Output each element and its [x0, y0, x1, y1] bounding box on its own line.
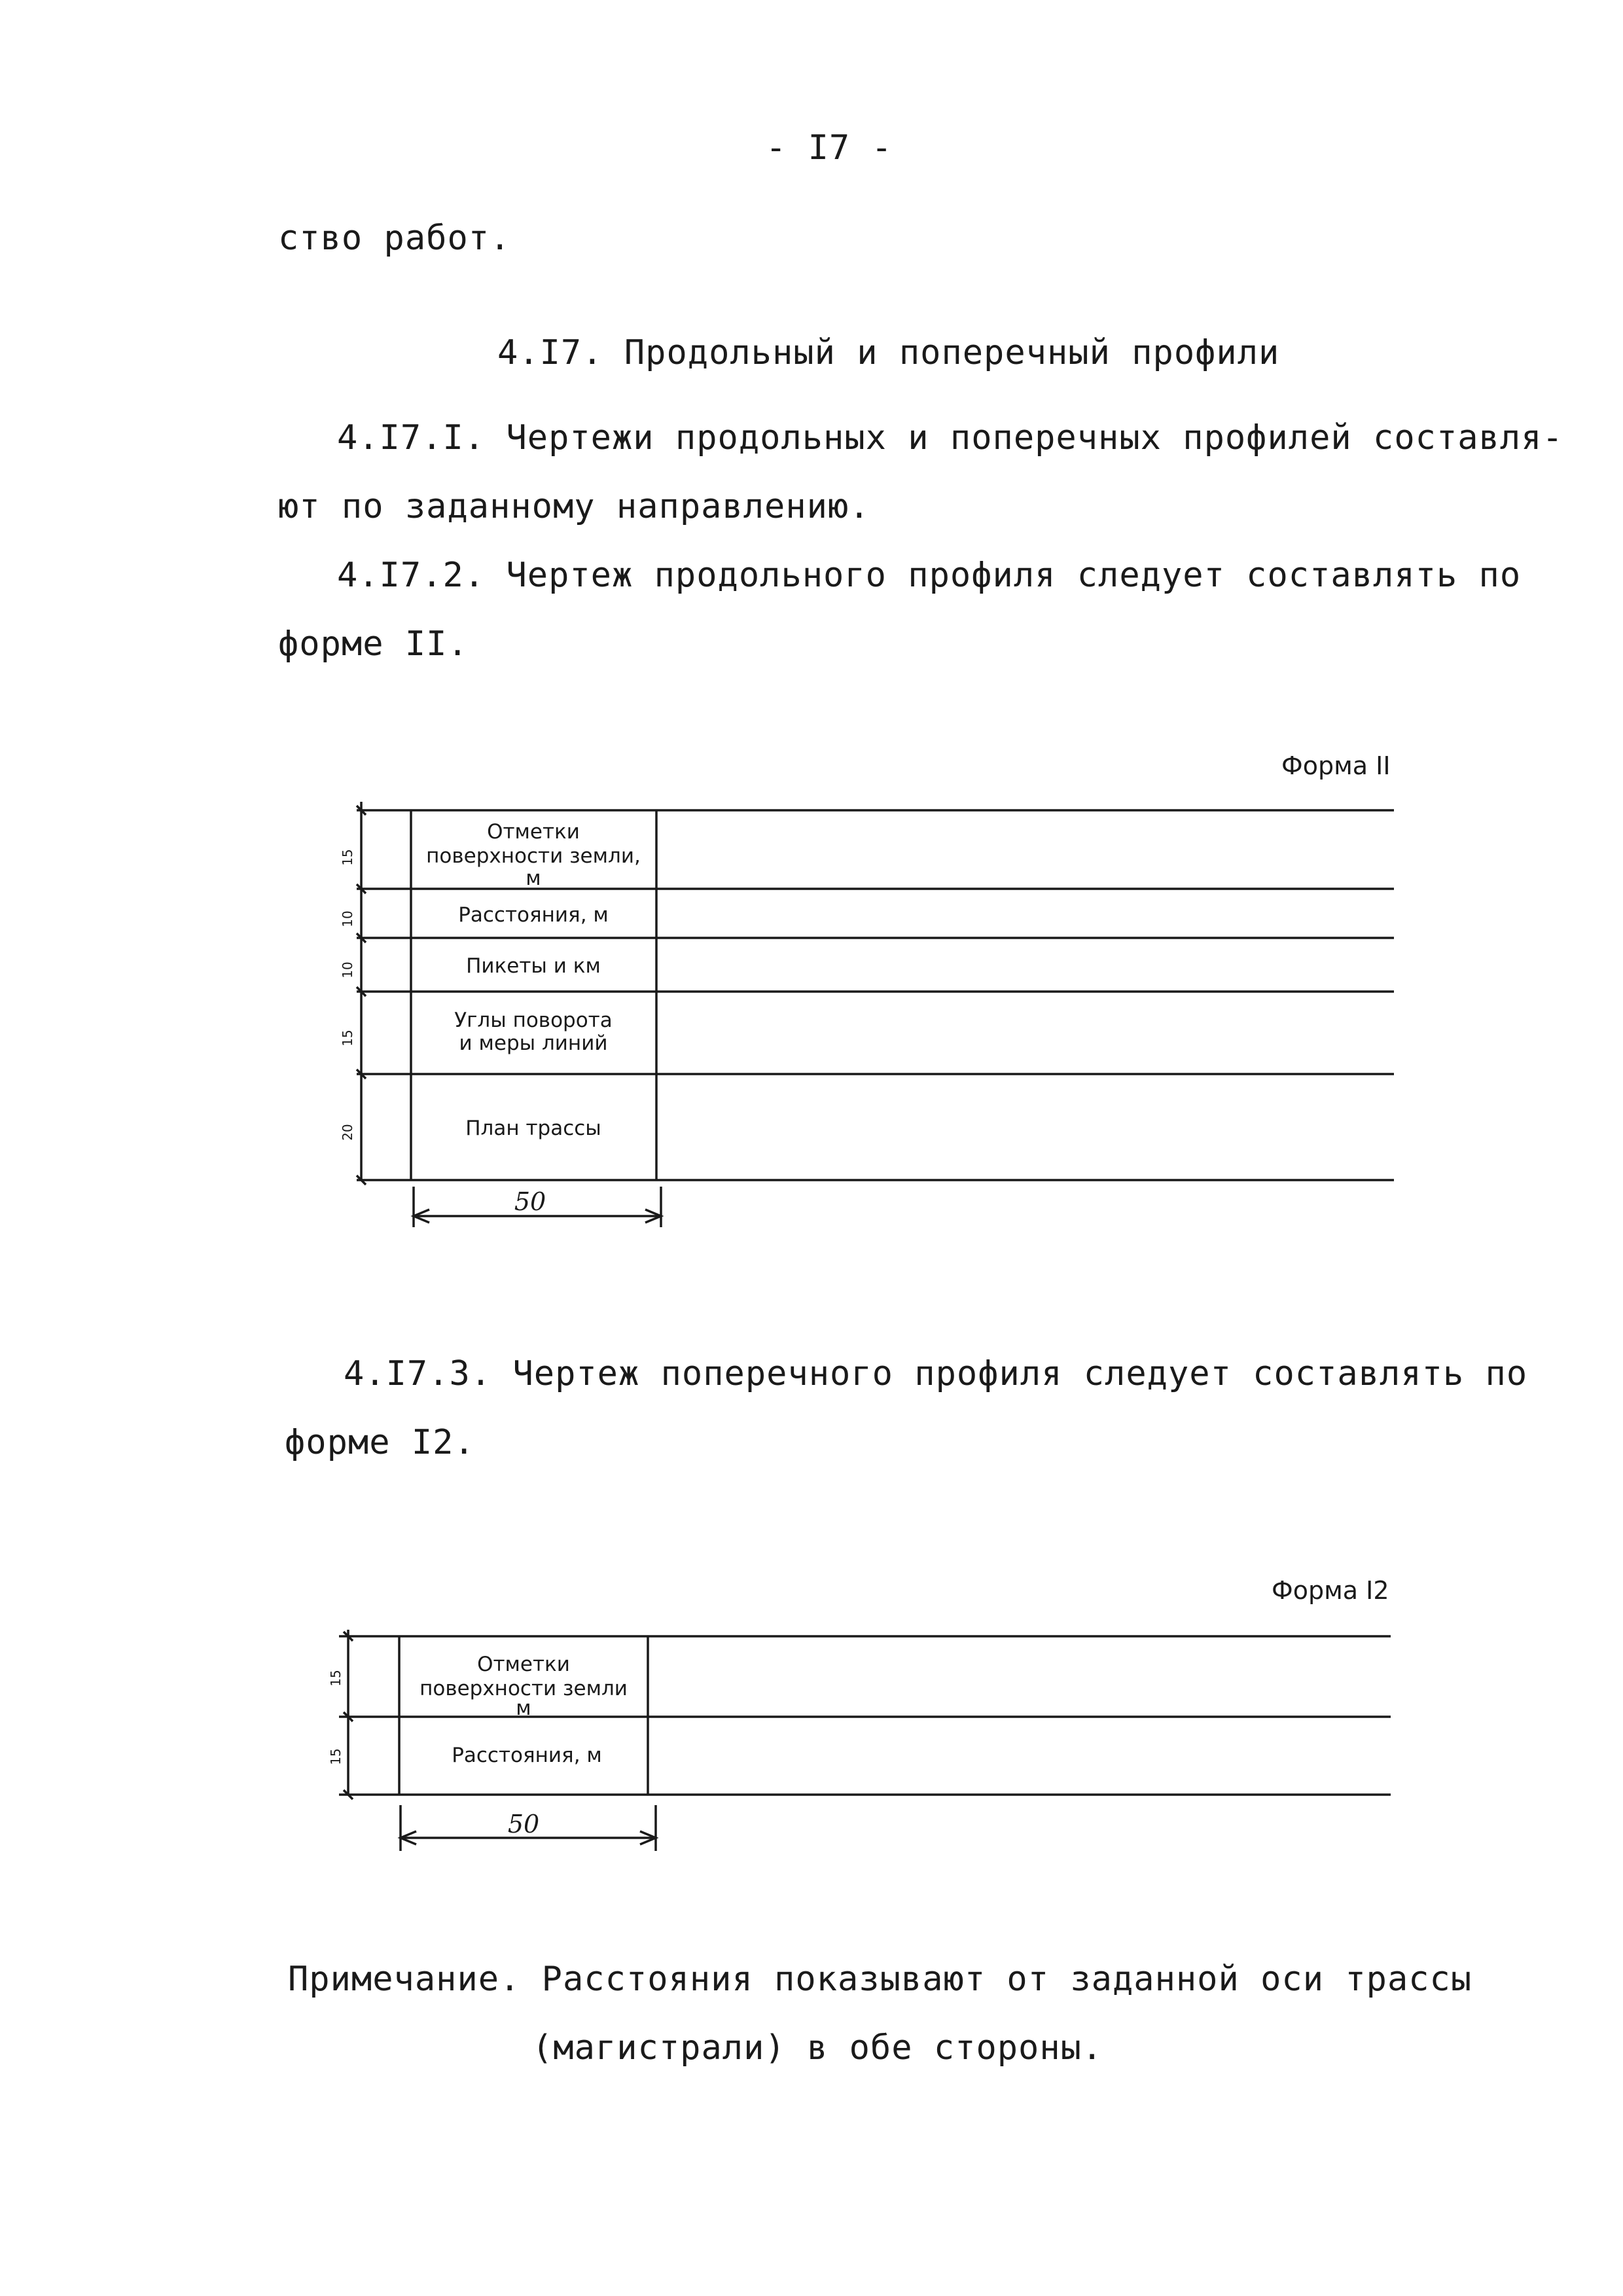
form-11-header-text: Углы поворота [454, 1009, 613, 1032]
form-11-row-height: 10 [340, 910, 355, 927]
form-12-header-text: поверхности земли [419, 1677, 628, 1700]
paragraph-4-17-2-line-2: форме II. [278, 624, 469, 664]
form-11-header-text: поверхности земли, [426, 844, 641, 868]
form-11-header-text: м [526, 867, 541, 890]
paragraph-4-17-1-line-2: ют по заданному направлению. [278, 487, 870, 526]
form-12-header-text: Отметки [477, 1653, 570, 1676]
form-11-row-height: 15 [340, 849, 355, 866]
form-11-header-text: Пикеты и км [466, 954, 601, 978]
paragraph-4-17-2-line-1: 4.I7.2. Чертеж продольного профиля следует составлять по [337, 556, 1522, 595]
form-11-row-height: 15 [340, 1030, 355, 1047]
paragraph-4-17-3-line-2: форме I2. [285, 1423, 475, 1462]
form-11-row-height: 20 [340, 1124, 355, 1141]
section-heading: 4.I7. Продольный и поперечный профили [497, 333, 1280, 372]
note-line-1: Примечание. Расстояния показывают от заданной оси трассы [288, 1960, 1472, 1999]
paragraph-4-17-3-line-1: 4.I7.3. Чертеж поперечного профиля следует составлять по [344, 1354, 1528, 1393]
form-12-width-value: 50 [507, 1810, 540, 1839]
form-11-header-text: и меры линий [459, 1031, 608, 1055]
page-number: - I7 - [766, 128, 893, 168]
paragraph-4-17-1-line-1: 4.I7.I. Чертежи продольных и поперечных профилей составля- [337, 418, 1563, 457]
continuation-text: ство работ. [278, 219, 511, 258]
form-12-row-height: 15 [328, 1670, 344, 1687]
form-11-row-height: 10 [340, 961, 355, 978]
form-12-label: Форма I2 [1272, 1576, 1389, 1605]
form-11-header-text: План трассы [465, 1117, 601, 1140]
form-11-header-text: Отметки [487, 820, 580, 844]
form-12-row-height: 15 [328, 1748, 344, 1765]
form-12-table [0, 1623, 1623, 1859]
form-12-header-text: Расстояния, м [452, 1744, 602, 1767]
form-11-width-value: 50 [514, 1187, 546, 1216]
form-11-table [0, 798, 1623, 1230]
form-12-header-text: м [516, 1696, 531, 1720]
form-11-header-text: Расстояния, м [458, 903, 609, 927]
note-line-2: (магистрали) в обе стороны. [532, 2028, 1103, 2068]
form-11-label: Форма II [1281, 751, 1391, 780]
